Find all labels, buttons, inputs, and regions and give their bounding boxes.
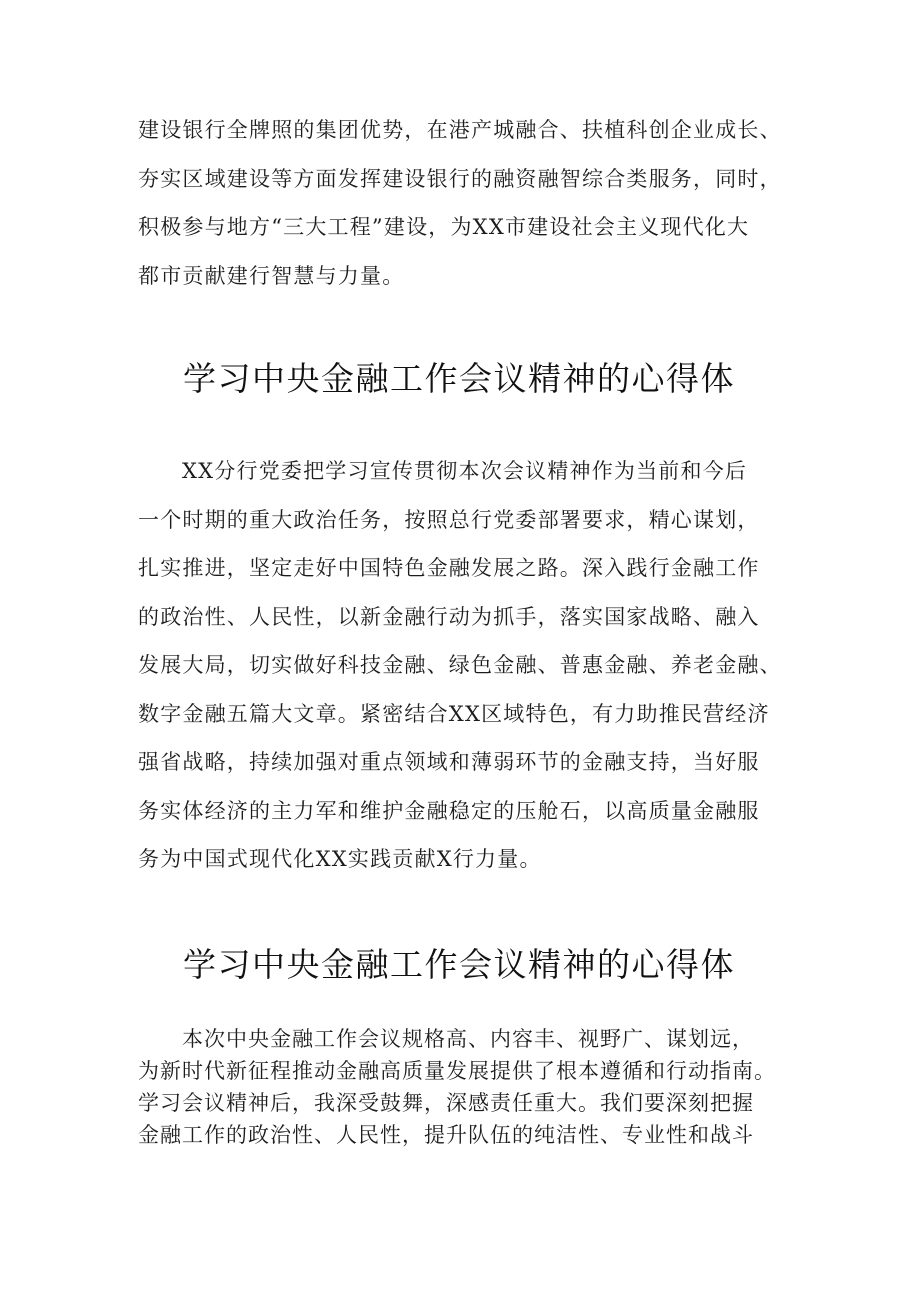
text-line: 强省战略，持续加强对重点领域和薄弱环节的金融支持，当好服 <box>138 750 760 774</box>
text-line: 数字金融五篇大文章。紧密结合XX区域特色，有力助推民营经济 <box>138 701 770 726</box>
text-line: 的政治性、人民性，以新金融行动为抓手，落实国家战略、融入 <box>138 604 760 629</box>
paragraph-body <box>138 1024 813 1152</box>
text-line: 金融工作的政治性、人民性，提升队伍的纯洁性、专业性和战斗 <box>138 1123 754 1147</box>
text-line: 积极参与地方“三大工程”建设，为XX市建设社会主义现代化大 <box>138 215 750 239</box>
text-line: 一个时期的重大政治任务，按照总行党委部署要求，精心谋划， <box>138 507 760 532</box>
text-line: 本次中央金融工作会议规格高、内容丰、视野广、谋划远， <box>182 1027 754 1051</box>
text-line: 务实体经济的主力军和维护金融稳定的压舱石，以高质量金融服 <box>138 798 760 823</box>
text-line: 为新时代新征程推动金融高质量发展提供了根本遵循和行动指南。 <box>138 1059 776 1083</box>
text-line: 都市贡献建行智慧与力量。 <box>138 263 405 288</box>
text-line: 夯实区域建设等方面发挥建设银行的融资融智综合类服务，同时， <box>138 166 782 191</box>
paragraph-body <box>138 453 813 890</box>
text-line: 务为中国式现代化XX实践贡献X行力量。 <box>138 847 542 871</box>
text-line: 发展大局，切实做好科技金融、绿色金融、普惠金融、养老金融、 <box>138 653 782 677</box>
section-heading: 学习中央金融工作会议精神的心得体 <box>183 359 735 398</box>
text-line: XX分行党委把学习宣传贯彻本次会议精神作为当前和今后 <box>182 459 748 483</box>
paragraph-continuation <box>138 112 813 306</box>
section-heading: 学习中央金融工作会议精神的心得体 <box>183 945 735 984</box>
text-line: 建设银行全牌照的集团优势，在港产城融合、扶植科创企业成长、 <box>138 118 782 142</box>
text-line: 扎实推进，坚定走好中国特色金融发展之路。深入践行金融工作 <box>138 556 760 580</box>
text-line: 学习会议精神后，我深受鼓舞，深感责任重大。我们要深刻把握 <box>138 1091 754 1115</box>
